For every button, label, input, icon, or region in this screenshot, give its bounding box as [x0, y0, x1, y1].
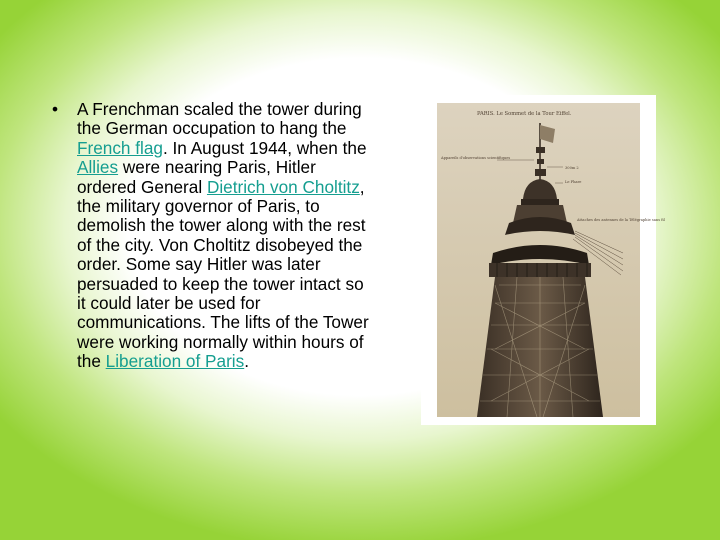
text-segment: A Frenchman scaled the tower during the German occupation to hang the: [77, 99, 362, 139]
caption-title: PARIS. Le Sommet de la Tour Eiffel.: [477, 111, 572, 117]
label-observation-instruments: Appareils d'observations scientifiques: [441, 156, 511, 160]
link-liberation-of-paris[interactable]: Liberation of Paris: [105, 351, 245, 372]
label-wireless-antennas: Attaches des antennes de la Télégraphie sans fil: [577, 218, 665, 222]
eiffel-summit-illustration: [437, 103, 665, 417]
bullet-text: [77, 100, 372, 372]
bullet-marker: •: [52, 99, 59, 119]
text-segment: , the military governor of Paris, to demolish the tower along with the rest of the city. Von Choltitz disobeyed the order. Some say Hitler was later persuaded to keep the tower intact so it could later be used for communications. The lifts of the Tower were working normally within hours of the: [77, 176, 369, 372]
bullet-item: [52, 100, 372, 372]
link-allies[interactable]: Allies: [77, 157, 119, 178]
text-segment: . In August 1944, when the: [162, 137, 367, 158]
label-lighthouse: Le Phare: [565, 180, 582, 184]
link-french-flag[interactable]: French flag: [77, 137, 163, 158]
text-segment: .: [244, 351, 249, 372]
link-dietrich-von-choltitz[interactable]: Dietrich von Choltitz: [206, 176, 360, 197]
postcard-image: [437, 103, 665, 417]
text-segment: were nearing Paris, Hitler ordered General: [77, 157, 316, 197]
label-altitude: 300m 2: [565, 166, 579, 170]
eiffel-tower-photo: [421, 95, 665, 425]
